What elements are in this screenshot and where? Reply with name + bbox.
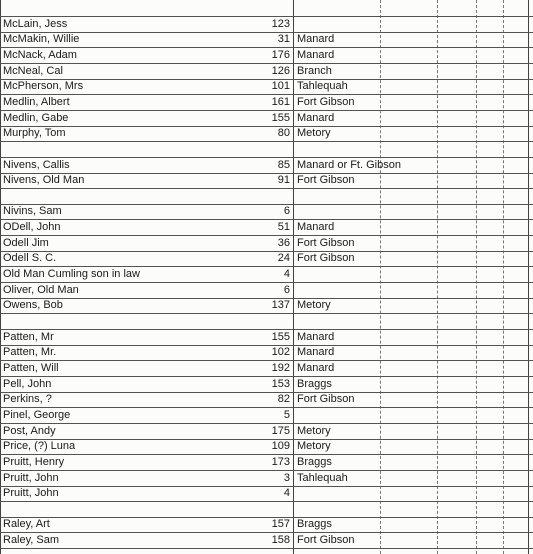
number-cell: 6 <box>283 205 290 218</box>
name-cell: Patten, Mr. <box>3 346 57 359</box>
name-cell: Raley, Art <box>3 518 50 531</box>
table-row <box>0 31 533 48</box>
number-cell: 155 <box>271 111 290 124</box>
table-row <box>0 454 533 471</box>
table-row <box>0 125 533 142</box>
table-row <box>0 313 533 330</box>
place-cell: Tahlequah <box>297 471 348 484</box>
name-cell: Price, (?) Luna <box>3 440 76 453</box>
name-cell: McNeal, Cal <box>3 64 63 77</box>
name-cell: Odell S. C. <box>3 252 57 265</box>
place-cell: Manard <box>297 221 335 234</box>
number-cell: 82 <box>277 393 290 406</box>
place-cell: Manard <box>297 361 335 374</box>
place-cell: Manard <box>297 111 335 124</box>
table-row <box>0 78 533 95</box>
place-cell: Manard <box>297 48 335 61</box>
table-row <box>0 423 533 440</box>
name-cell: Patten, Mr <box>3 330 54 343</box>
name-cell: Pell, John <box>3 377 52 390</box>
place-cell: Metory <box>297 127 331 140</box>
table-row <box>0 63 533 80</box>
number-cell: 192 <box>271 361 290 374</box>
table-row <box>0 470 533 487</box>
table-row <box>0 360 533 377</box>
number-cell: 157 <box>271 518 290 531</box>
place-cell: Manard <box>297 330 335 343</box>
table-row <box>0 266 533 283</box>
name-cell: Patten, Will <box>3 361 59 374</box>
number-cell: 161 <box>271 95 290 108</box>
number-cell: 80 <box>277 127 290 140</box>
place-cell: Fort Gibson <box>297 393 355 406</box>
table-row <box>0 501 533 518</box>
place-cell: Manard <box>297 33 335 46</box>
place-cell: Braggs <box>297 455 332 468</box>
number-cell: 5 <box>283 408 290 421</box>
table-row <box>0 172 533 189</box>
table-row <box>0 47 533 64</box>
table-row <box>0 344 533 361</box>
number-cell: 51 <box>277 221 290 234</box>
table-row <box>0 16 533 33</box>
name-cell: Pinel, George <box>3 408 71 421</box>
name-cell: Medlin, Albert <box>3 95 70 108</box>
place-cell: Metory <box>297 424 331 437</box>
place-cell: Fort Gibson <box>297 95 355 108</box>
table-row <box>0 532 533 549</box>
name-cell: Pruitt, John <box>3 471 59 484</box>
table-row <box>0 297 533 314</box>
table-row <box>0 219 533 236</box>
name-cell: Old Man Cumling son in law <box>3 268 140 281</box>
table-row <box>0 188 533 205</box>
number-cell: 153 <box>271 377 290 390</box>
place-cell: Fort Gibson <box>297 174 355 187</box>
number-cell: 123 <box>271 17 290 30</box>
name-cell: McPherson, Mrs <box>3 80 84 93</box>
name-cell: Owens, Bob <box>3 299 63 312</box>
name-cell: McLain, Jess <box>3 17 68 30</box>
number-cell: 4 <box>283 487 290 500</box>
name-cell: Odell Jim <box>3 236 49 249</box>
table-row <box>0 250 533 267</box>
table-row <box>0 516 533 533</box>
name-cell: McMakin, Willie <box>3 33 80 46</box>
number-cell: 155 <box>271 330 290 343</box>
table-row <box>0 203 533 220</box>
number-cell: 137 <box>271 299 290 312</box>
place-cell: Fort Gibson <box>297 534 355 547</box>
table-row <box>0 157 533 174</box>
number-cell: 175 <box>271 424 290 437</box>
table-row <box>0 141 533 158</box>
place-cell: Tahlequah <box>297 80 348 93</box>
name-cell: Pruitt, John <box>3 487 59 500</box>
table-row <box>0 282 533 299</box>
table-row <box>0 235 533 252</box>
number-cell: 85 <box>277 158 290 171</box>
place-cell: Branch <box>297 64 332 77</box>
number-cell: 101 <box>271 80 290 93</box>
number-cell: 24 <box>277 252 290 265</box>
place-cell: Metory <box>297 440 331 453</box>
table-row <box>0 376 533 393</box>
table-row <box>0 391 533 408</box>
number-cell: 173 <box>271 455 290 468</box>
table-row <box>0 407 533 424</box>
number-cell: 109 <box>271 440 290 453</box>
number-cell: 102 <box>271 346 290 359</box>
number-cell: 3 <box>283 471 290 484</box>
name-cell: Raley, Sam <box>3 534 60 547</box>
place-cell: Fort Gibson <box>297 252 355 265</box>
table-row <box>0 329 533 346</box>
table-row <box>0 485 533 502</box>
place-cell: Braggs <box>297 518 332 531</box>
number-cell: 31 <box>277 33 290 46</box>
name-cell: Nivens, Old Man <box>3 174 85 187</box>
name-cell: Pruitt, Henry <box>3 455 65 468</box>
name-cell: Nivins, Sam <box>3 205 62 218</box>
table-row <box>0 438 533 455</box>
table-row <box>0 110 533 127</box>
table-row <box>0 0 533 17</box>
place-cell: Metory <box>297 299 331 312</box>
name-cell: Medlin, Gabe <box>3 111 69 124</box>
name-cell: Oliver, Old Man <box>3 283 79 296</box>
name-cell: Nivens, Callis <box>3 158 70 171</box>
number-cell: 91 <box>277 174 290 187</box>
place-cell: Manard or Ft. Gibson <box>297 158 401 171</box>
place-cell: Manard <box>297 346 335 359</box>
name-cell: ODell, John <box>3 221 61 234</box>
name-cell: McNack, Adam <box>3 48 77 61</box>
number-cell: 4 <box>283 268 290 281</box>
number-cell: 176 <box>271 48 290 61</box>
name-cell: Murphy, Tom <box>3 127 66 140</box>
number-cell: 36 <box>277 236 290 249</box>
number-cell: 6 <box>283 283 290 296</box>
place-cell: Fort Gibson <box>297 236 355 249</box>
table-row <box>0 94 533 111</box>
number-cell: 158 <box>271 534 290 547</box>
number-cell: 126 <box>271 64 290 77</box>
place-cell: Braggs <box>297 377 332 390</box>
name-cell: Perkins, ? <box>3 393 52 406</box>
name-cell: Post, Andy <box>3 424 56 437</box>
